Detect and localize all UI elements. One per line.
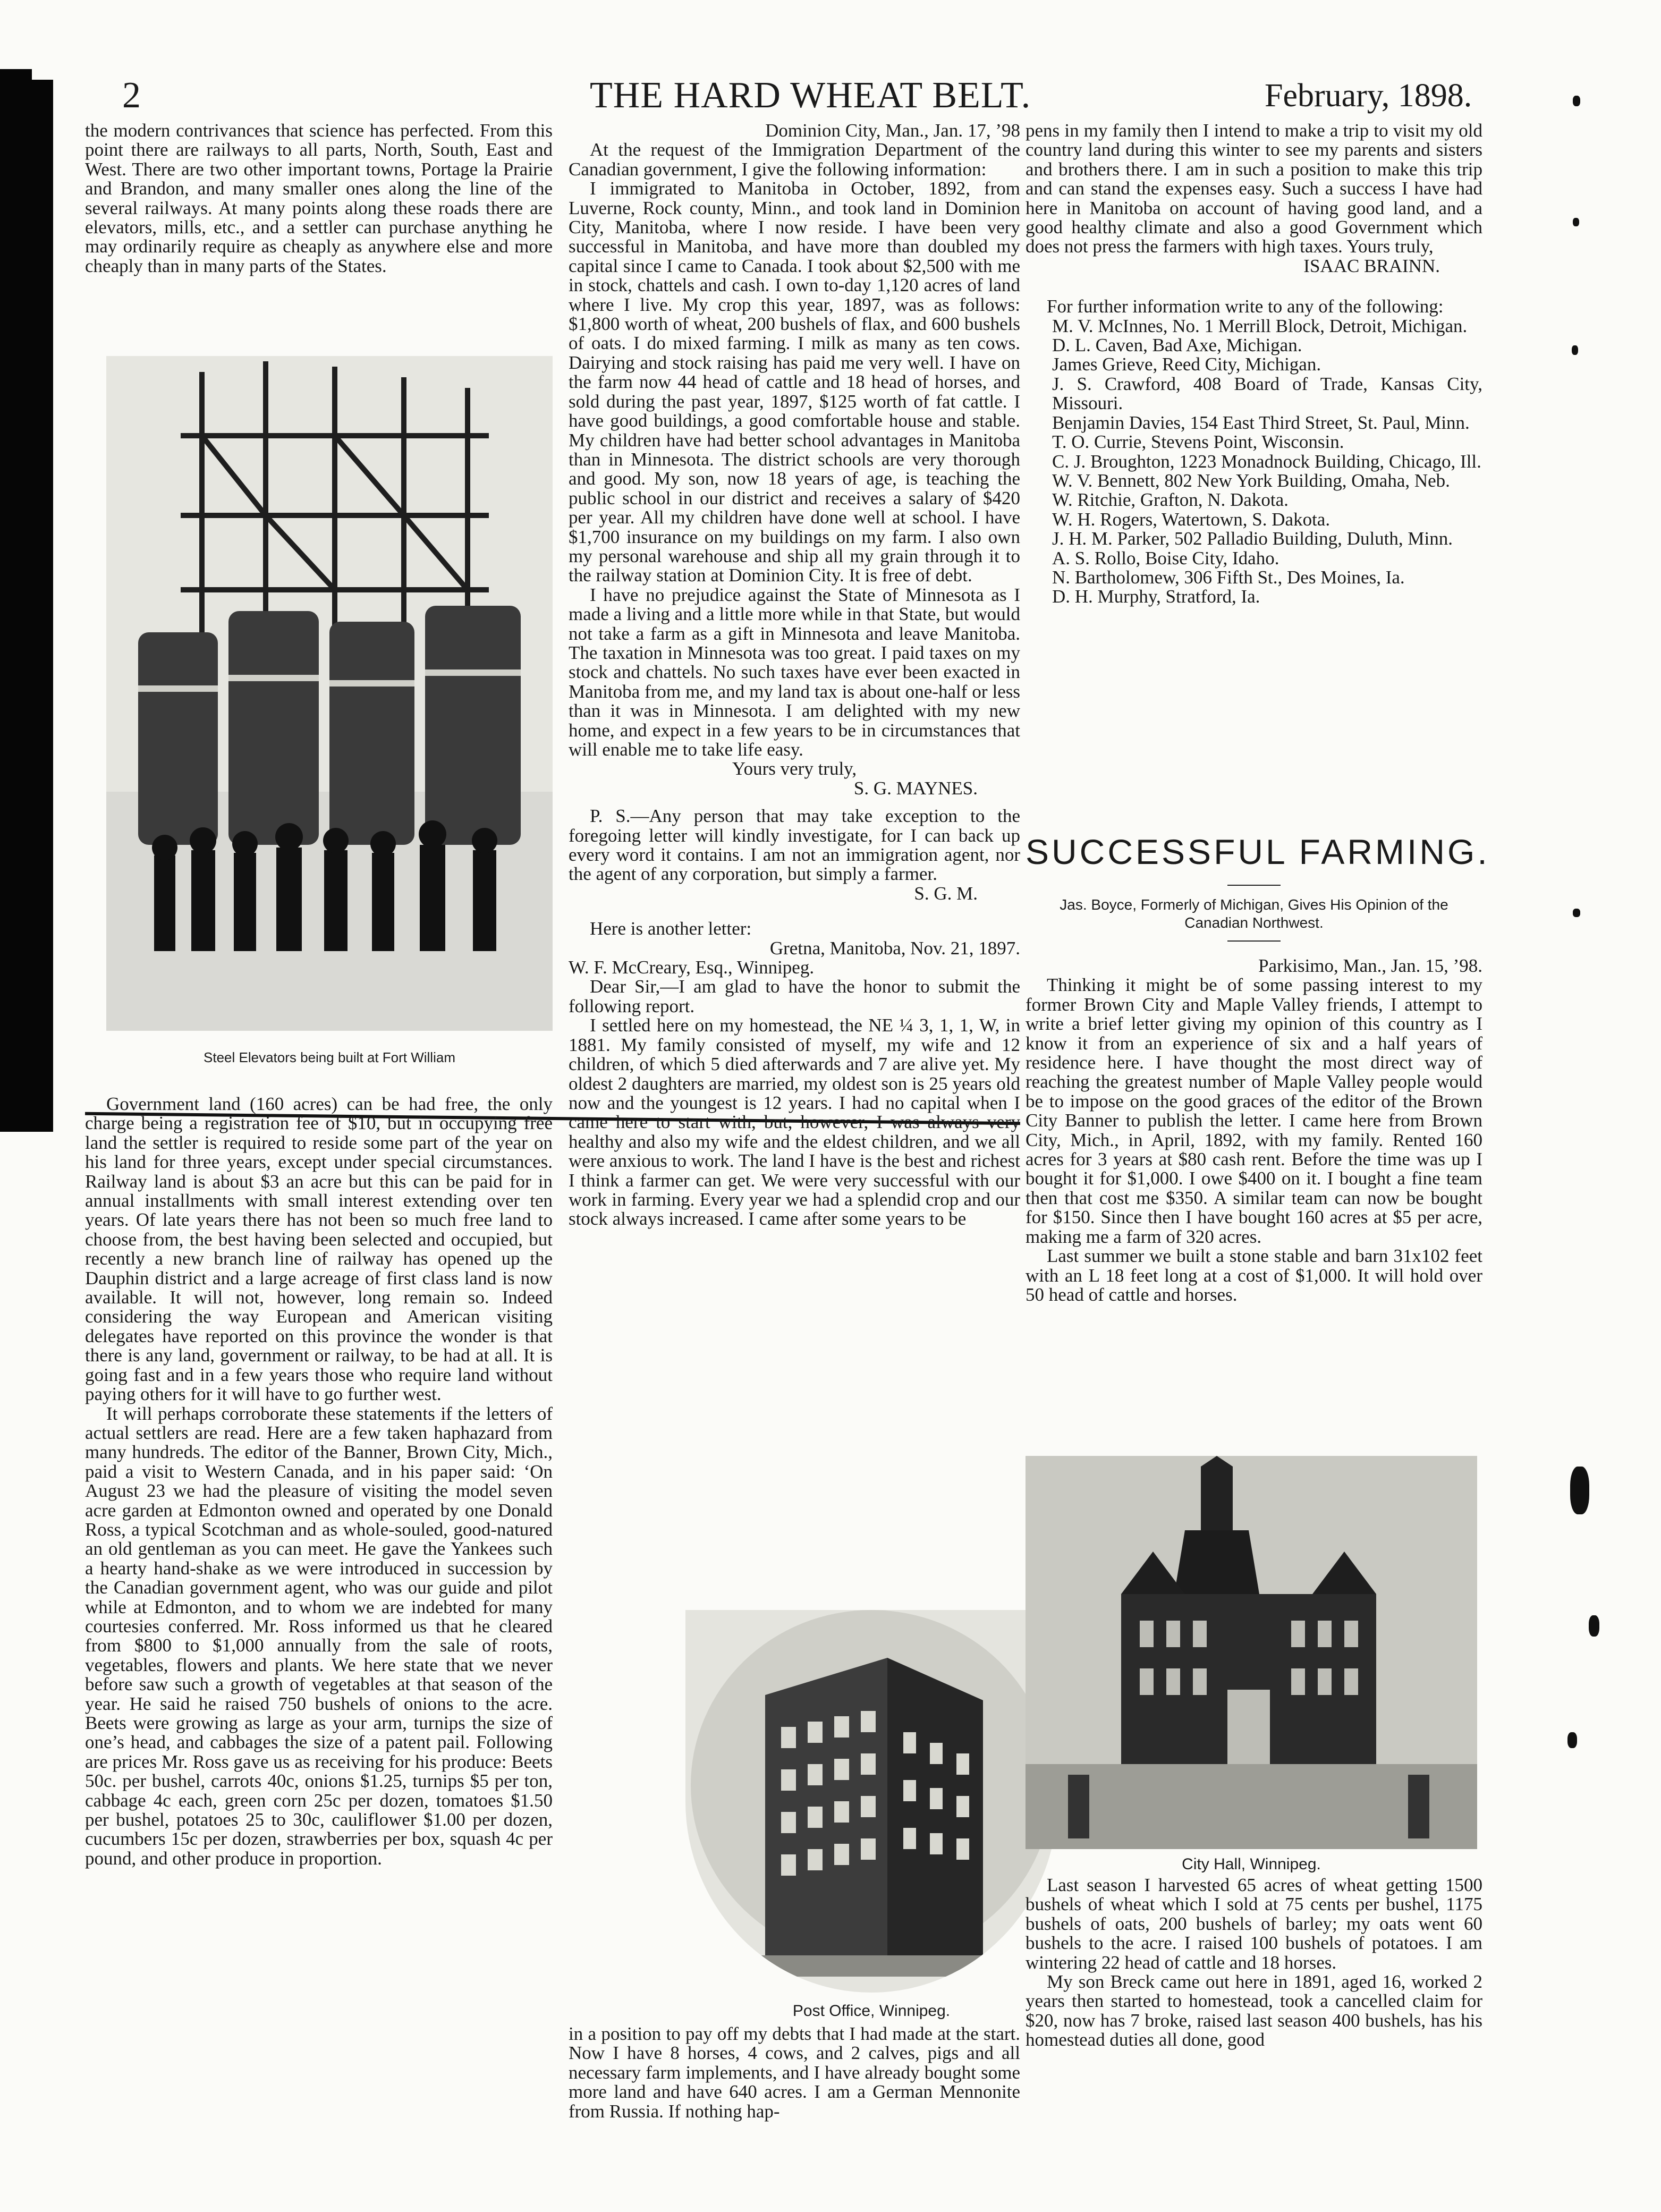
boyce-dateline: Parkisimo, Man., Jan. 15, ’98. (1258, 955, 1482, 976)
post-office-picture (685, 1610, 1057, 1993)
letter-2-continuation-text: in a position to pay off my debts that I had made at the start. Now I have 8 horses, 4 cows, and 2 calves, pigs and all necessary farm implements, and I have already bought some more land and have 640 acres. I am a German Mennonite from Russia. If nothing hap- (569, 2023, 1020, 2122)
successful-farming-headline: SUCCESSFUL FARMING. (1026, 832, 1490, 871)
column-2 (569, 121, 1020, 1229)
agent-address: J. S. Crawford, 408 Board of Trade, Kansas City, Missouri. (1052, 373, 1482, 414)
boyce-paragraph-1: Thinking it might be of some passing interest to my former Brown City and Maple Valley friends, I attempt to write a brief letter giving my opinion of this country as I know it from an experience of six and a half years of residence here. I have thought the most direct way of reaching the greatest number of Maple Valley people would be to impose on the good graces of the editor of the Brown City Banner to publish the letter. I came here from Brown City, Mich., in April, 1892, with my family. Rented 160 acres for 3 years at $80 cash rent. Before the time was up I bought it for $1,000. I owe $400 on it. I bought a fine team then that cost me $350. A similar team can now be bought for $150. Since then I have bought 160 acres at $5 per acre, making me a farm of 320 acres. (1026, 974, 1482, 1247)
agent-address: W. Ritchie, Grafton, N. Dakota. (1052, 489, 1289, 511)
letter-1-intro: At the request of the Immigration Department of the Canadian government, I give the following information: (569, 139, 1020, 180)
letter-1-closing: Yours very truly, (732, 758, 857, 779)
land-paragraph: Government land (160 acres) can be had free, the only charge being a registration fee of $10, but in occupying free land the settler is required to reside some part of the year on his land for three years, except under special circumstances. Railway land is about $3 an acre but this can be paid for in annual installments with small interest extending over ten years. Of late years there has not been so much free land to choose from, the best having been selected and occupied, but recently a new branch line of railway has opened up the Dauphin district and a large acreage of first class land is now available. It will not, however, long remain so. Indeed considering the way European and American visiting delegates have reported on this province the wonder is that there is any land, government or railway, to be had at all. It is going fast and in a few years those who require land without paying others for it will have to go further west. (85, 1094, 553, 1405)
agent-address: D. L. Caven, Bad Axe, Michigan. (1052, 335, 1302, 356)
letter-1-ps-initials: S. G. M. (914, 883, 978, 904)
successful-farming-subhead: Jas. Boyce, Formerly of Michigan, Gives His Opinion of the Canadian Northwest. (1060, 896, 1448, 931)
scan-speck (1573, 218, 1579, 226)
boyce-paragraph-2: Last summer we built a stone stable and barn 31x102 feet with an L 18 feet long at a cost of $1,000. It will hold over 50 head of cattle and horses. (1026, 1245, 1482, 1305)
subhead-rule (1227, 940, 1281, 942)
letter-2-dateline: Gretna, Manitoba, Nov. 21, 1897. (769, 937, 1020, 959)
agent-address: N. Bartholomew, 306 Fifth St., Des Moines, Ia. (1052, 566, 1405, 588)
agent-address: Benjamin Davies, 154 East Third Street, St. Paul, Minn. (1052, 412, 1470, 433)
letter-2-salutation: Dear Sir,—I am glad to have the honor to submit the following report. (569, 976, 1020, 1016)
boyce-paragraph-4: My son Breck came out here in 1891, aged 16, worked 2 years then started to homestead, took a cancelled claim for $20, now has 7 broke, raised last season 400 bushels, has his homestead duties all done, good (1026, 1971, 1482, 2050)
banner-paragraph: It will perhaps corroborate these statements if the letters of actual settlers are read. Here are a few taken haphazard from many hundreds. The editor of the Banner, Brown City, Mich., paid a visit to Western Canada, and in his paper said: ‘On August 23 we had the pleasure of visiting the model seven acre garden at Edmonton owned and operated by one Donald Ross, a typical Scotchman and as whole-souled, good-natured an old gentleman as you can meet. He gave the Yankees such a hearty hand-shake as we were introduced in succession by the Canadian government agent, who was our guide and pilot while at Edmonton, and to whom we are indebted for many courtesies conferred. Mr. Ross informed us that he cleared from $800 to $1,000 annually from the sale of roots, vegetables, flowers and plants. We here state that we never before saw such a growth of vegetables at that season of the year. He said he raised 750 bushels of onions to the acre. Beets were growing as large as your arm, turnips the size of one’s head, and cabbages the size of a patent pail. Following are prices Mr. Ross gave us as receiving for his produce: Beets 50c. per bushel, carrots 40c, onions $1.25, turnips $5 per ton, cabbage 4c each, green corn 25c per dozen, tomatoes $1.50 per bushel, potatoes 25 to 30c, cauliflower $1.00 per dozen, cucumbers 15c per dozen, strawberries per box, squash 4c per pound, and other produce in proportion. (85, 1403, 553, 1869)
letter-2-addressee: W. F. McCreary, Esq., Winnipeg. (569, 957, 815, 978)
letter-2-ending: pens in my family then I intend to make a trip to visit my old country land during this winter to see my parents and sisters and brothers there. I am in such a position to make this trip and can stand the expenses easy. Such a success I have had here in Manitoba on account of having good land, and a good healthy climate and also a good Government which does not press the farmers with high taxes. Yours truly, (1026, 120, 1482, 257)
headline-rule (1227, 885, 1281, 886)
agent-address: J. H. M. Parker, 502 Palladio Building, Duluth, Minn. (1052, 528, 1453, 549)
intro-paragraph: the modern contrivances that science has perfected. From this point there are railways to all parts, North, South, East and West. There are two other important towns, Portage la Prairie and Brandon, and many smaller ones along the line of the several railways. At many points along these roads there are elevators, mills, etc., and a settler can purchase anything he may ordinarily require as cheaply as anywhere else and more cheaply than in many parts of the States. (85, 120, 553, 276)
agent-address: A. S. Rollo, Boise City, Idaho. (1052, 547, 1279, 569)
agent-address: M. V. McInnes, No. 1 Merrill Block, Detroit, Michigan. (1052, 315, 1468, 336)
column-1-top (85, 121, 553, 276)
agents-intro: For further information write to any of the following: (1047, 296, 1444, 317)
city-hall-illustration (1026, 1456, 1477, 1849)
letter-2-body: I settled here on my homestead, the NE ¼ 3, 1, 1, W, in 1881. My family consisted of myself, my wife and 12 children, of which 5 died afterwards and 7 are alive yet. My oldest 2 daughters are married, my oldest son is 25 years old now and the youngest is 12 years. I had no capital when I came here to start with, but, however, I was always very healthy and also my wife and the eldest children, and we all were anxious to work. The land I have is the best and richest I think a farmer can get. We were very successful with our work in farming. Every year we had a splendid crop and our stock always increased. I came after some years to be (569, 1015, 1020, 1230)
column-1-bottom (85, 1095, 553, 1868)
elevator-photo (106, 356, 553, 1031)
city-hall-caption: City Hall, Winnipeg. (1182, 1855, 1321, 1873)
issue-date: February, 1898. (1265, 78, 1472, 114)
scan-speck (1573, 909, 1580, 917)
column-3 (1026, 121, 1482, 607)
scan-speck (1570, 1467, 1589, 1514)
another-letter-intro: Here is another letter: (590, 918, 752, 939)
letter-1-postscript: P. S.—Any person that may take exception to the foregoing letter will kindly investigate, for I can back up every word it contains. I am not an immigration agent, nor the agent of any corporation, but simply a farmer. (569, 806, 1020, 885)
city-hall-picture (1026, 1456, 1477, 1849)
agent-address: T. O. Currie, Stevens Point, Wisconsin. (1052, 431, 1344, 453)
letter-1-dateline: Dominion City, Man., Jan. 17, ’98 (765, 120, 1020, 141)
agent-address: C. J. Broughton, 1223 Monadnock Building, Chicago, Ill. (1052, 451, 1481, 472)
agent-address: W. V. Bennett, 802 New York Building, Omaha, Neb. (1052, 470, 1450, 491)
elevator-photo-caption: Steel Elevators being built at Fort William (204, 1049, 455, 1065)
successful-farming-continued (1026, 1876, 1482, 2050)
boyce-paragraph-3: Last season I harvested 65 acres of wheat getting 1500 bushels of wheat which I sold at 75 cents per bushel, 1175 bushels of oats, 200 bushels of barley; my oats went 60 bushels to the acre. I raised 100 bushels of potatoes. I am wintering 22 head of cattle and 18 horses. (1026, 1875, 1482, 1973)
agent-address: James Grieve, Reed City, Michigan. (1052, 354, 1321, 375)
letter-1-body: I immigrated to Manitoba in October, 1892, from Luverne, Rock county, Minn., and took land in Dominion City, Manitoba, where I now reside. I have been very successful in Manitoba, and have more than doubled my capital since I came to Canada. I took about $2,500 with me in stock, chattels and cash. I own to-day 1,120 acres of land where I live. My crop this year, 1897, was as follows: $1,800 worth of wheat, 200 bushels of flax, and 600 bushels of oats. I do mixed farming. I milk as many as ten cows. Dairying and stock raising has paid me very well. I have on the farm now 44 head of cattle and 18 head of horses, and sold during the past year, 1897, $125 worth of fat cattle. I have good buildings, a good comfortable house and stable. My children have had better school advantages in Manitoba than in Minnesota. The district schools are very thorough and good. My son, now 18 years of age, is teaching the public school in our district and receives a salary of $420 per year. All my children have done well at school. I have $1,700 insurance on my buildings on my farm. I also own my personal warehouse and ship all my grain through it to the railway station at Dominion City. It is free of debt. (569, 178, 1020, 586)
letter-2-continuation (569, 2024, 1020, 2121)
agent-address: D. H. Murphy, Stratford, Ia. (1052, 586, 1260, 607)
scan-edge-shadow (0, 80, 53, 1132)
elevator-illustration (106, 356, 553, 1031)
agent-address: W. H. Rogers, Watertown, S. Dakota. (1052, 508, 1331, 530)
scan-speck (1573, 96, 1580, 106)
newspaper-title: THE HARD WHEAT BELT. (590, 75, 1031, 116)
letter-2-signature: ISAAC BRAINN. (1303, 255, 1440, 276)
scan-speck (1589, 1615, 1599, 1637)
letter-1-prejudice: I have no prejudice against the State of Minnesota as I made a living and a little more while in that State, but would not take a farm as a gift in Minnesota and leave Manitoba. The taxation in Minnesota was too great. I paid taxes on my stock and chattels. No such taxes have ever been exacted in Manitoba from me, and my land tax is about one-half or less than it was in Minnesota. I am delighted with my new home, and expect in a few years to be in circumstances that will enable me to take life easy. (569, 584, 1020, 760)
scan-speck (1572, 345, 1578, 355)
successful-farming-body (1026, 956, 1482, 1304)
post-office-illustration (685, 1610, 1057, 1993)
post-office-caption: Post Office, Winnipeg. (792, 2002, 951, 2020)
page-number: 2 (122, 75, 141, 116)
scan-speck (1567, 1732, 1577, 1748)
letter-1-signature: S. G. MAYNES. (853, 777, 978, 799)
